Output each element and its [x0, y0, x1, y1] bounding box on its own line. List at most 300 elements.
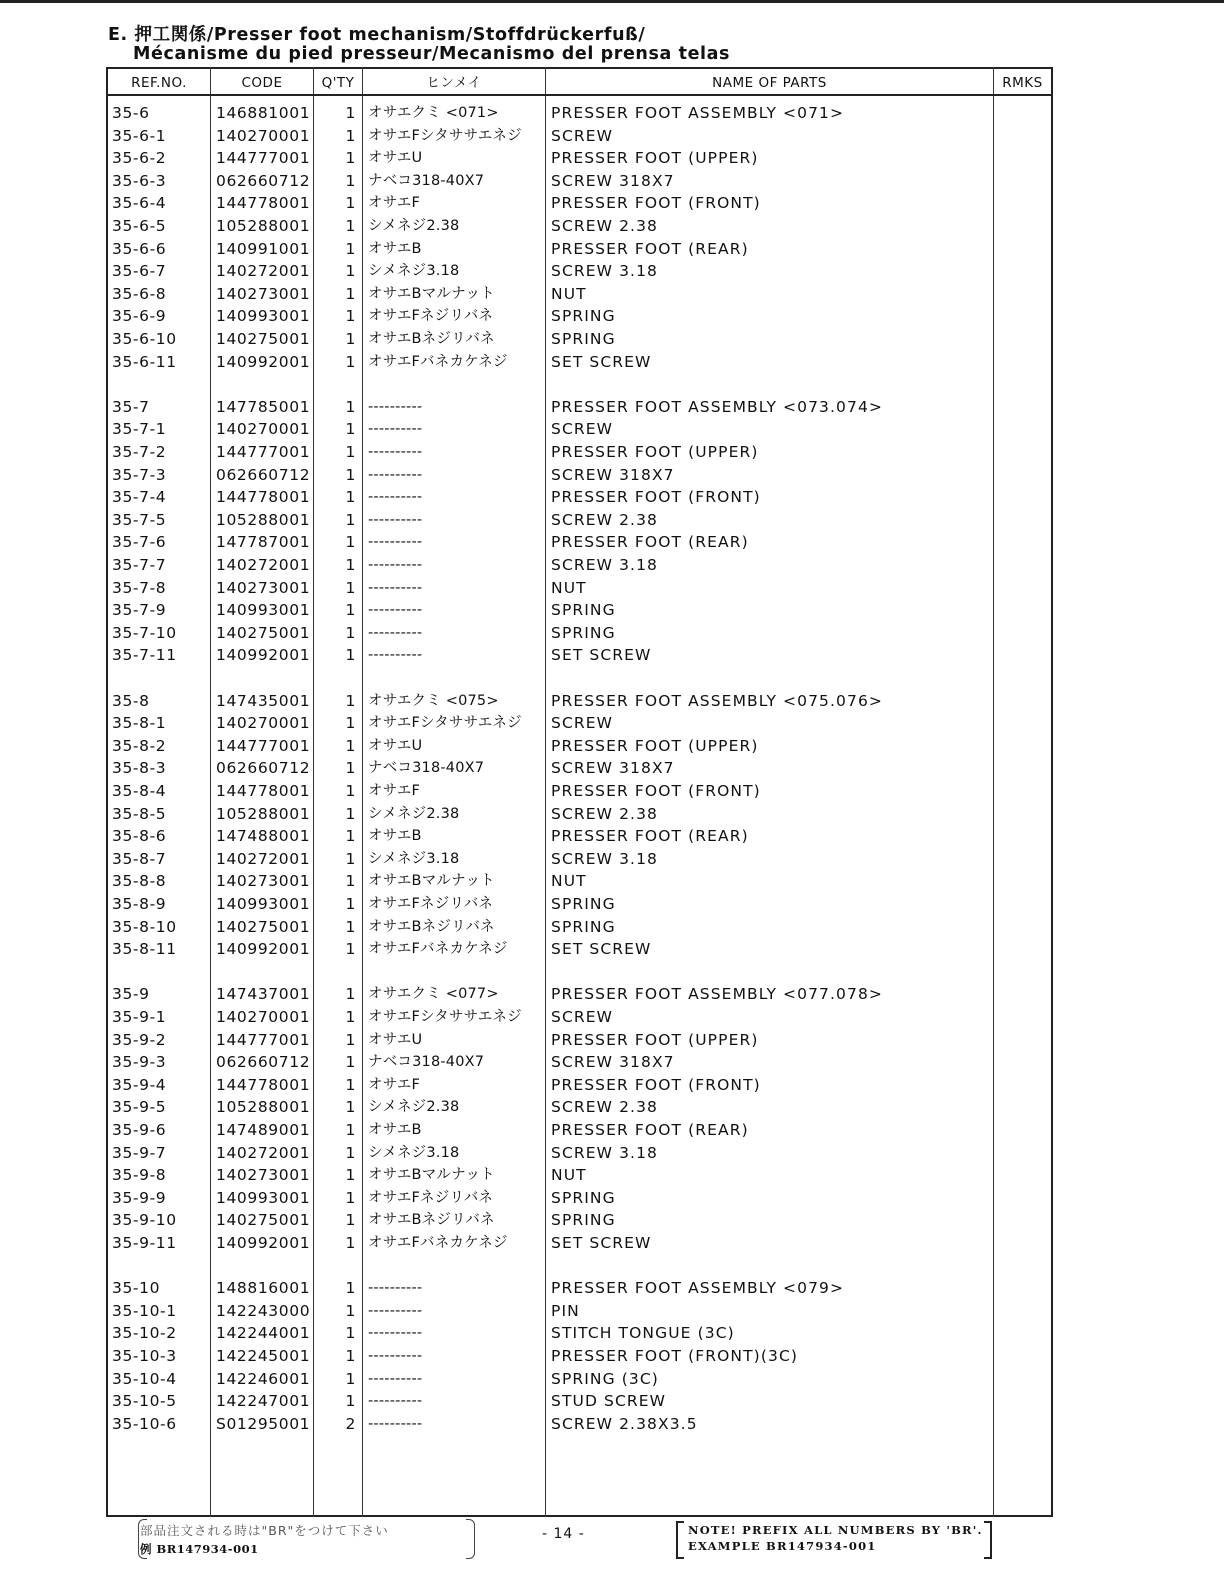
header-rule	[106, 94, 1053, 96]
table-row	[0, 554, 1224, 576]
qty-cell: 1	[345, 1121, 356, 1139]
code-cell: 105288001	[216, 217, 311, 235]
table-row	[0, 1277, 1224, 1299]
kana-cell: ----------	[368, 398, 423, 415]
qty-cell: 1	[345, 714, 356, 733]
kana-cell: ----------	[368, 489, 423, 506]
name-cell: SET SCREW	[551, 646, 652, 665]
qty-cell: 1	[345, 759, 356, 778]
table-row	[0, 170, 1224, 192]
name-cell: SCREW 3.18	[551, 556, 658, 574]
name-cell: PRESSER FOOT (UPPER)	[551, 1030, 759, 1049]
name-cell: PRESSER FOOT ASSEMBLY <075.076>	[551, 691, 884, 710]
qty-cell: 1	[345, 397, 356, 416]
table-row	[0, 803, 1224, 825]
ref-cell: 35-7-10	[112, 623, 177, 642]
footer-jp-example: 例 BR147934-001	[140, 1542, 259, 1556]
qty-cell: 1	[345, 1347, 356, 1365]
name-cell: SPRING	[551, 601, 616, 620]
kana-cell: ----------	[368, 1302, 423, 1319]
code-cell: 140270001	[216, 420, 311, 439]
ref-cell: 35-9-1	[112, 1008, 167, 1026]
table-row	[0, 1232, 1224, 1254]
ref-cell: 35-9-4	[112, 1075, 167, 1094]
code-cell: 062660712	[216, 171, 311, 190]
code-cell: 144777001	[216, 149, 311, 168]
table-row	[0, 486, 1224, 508]
code-cell: S01295001	[216, 1414, 311, 1433]
kana-cell: オサエU	[368, 150, 423, 167]
kana-cell: シメネジ2.38	[368, 1099, 460, 1116]
name-cell: PRESSER FOOT ASSEMBLY <071>	[551, 104, 845, 122]
name-cell: SET SCREW	[551, 352, 652, 371]
name-cell: SCREW	[551, 1008, 614, 1026]
code-cell: 140993001	[216, 601, 311, 620]
kana-cell: ----------	[368, 444, 423, 460]
code-cell: 140273001	[216, 1166, 311, 1185]
qty-cell: 1	[345, 623, 356, 642]
code-cell: 147489001	[216, 1121, 311, 1139]
code-cell: 140275001	[216, 1211, 311, 1230]
ref-cell: 35-6-3	[112, 171, 167, 190]
name-cell: SCREW 318X7	[551, 1053, 675, 1072]
qty-cell: 1	[345, 1369, 356, 1388]
ref-cell: 35-7-3	[112, 465, 167, 484]
name-cell: PRESSER FOOT ASSEMBLY <073.074>	[551, 397, 884, 416]
kana-cell: オサエクミ <071>	[368, 105, 499, 121]
kana-cell: オサエB	[368, 828, 422, 845]
table-row	[0, 735, 1224, 757]
ref-cell: 35-8-2	[112, 736, 167, 755]
qty-cell: 1	[345, 171, 356, 190]
code-cell: 062660712	[216, 759, 311, 778]
kana-cell: オサエFバネカケネジ	[368, 353, 508, 370]
ref-cell: 35-9-2	[112, 1030, 167, 1049]
name-cell: SPRING	[551, 895, 616, 913]
ref-cell: 35-7-8	[112, 578, 167, 597]
ref-cell: 35-10-6	[112, 1414, 177, 1433]
qty-cell: 1	[345, 352, 356, 371]
ref-cell: 35-9	[112, 985, 150, 1004]
table-row	[0, 1390, 1224, 1412]
name-cell: PRESSER FOOT (FRONT)	[551, 194, 761, 213]
table-row	[0, 328, 1224, 350]
ref-cell: 35-10-3	[112, 1347, 177, 1365]
table-row	[0, 1413, 1224, 1435]
footer-jp-note	[140, 1521, 389, 1557]
note-line-1: NOTE! PREFIX ALL NUMBERS BY 'BR'.	[688, 1523, 983, 1537]
qty-cell: 1	[345, 1030, 356, 1049]
table-row	[0, 102, 1224, 124]
name-cell: SET SCREW	[551, 1234, 652, 1252]
qty-cell: 1	[345, 465, 356, 484]
name-cell: SET SCREW	[551, 940, 652, 959]
ref-cell: 35-9-5	[112, 1098, 167, 1117]
code-cell: 144778001	[216, 782, 311, 800]
code-cell: 142243000	[216, 1301, 311, 1320]
ref-cell: 35-7-9	[112, 601, 167, 620]
qty-cell: 1	[345, 804, 356, 823]
qty-cell: 1	[345, 556, 356, 574]
page-number: - 14 -	[542, 1526, 585, 1542]
ref-cell: 35-9-8	[112, 1166, 167, 1185]
qty-cell: 1	[345, 736, 356, 755]
ref-cell: 35-7-11	[112, 646, 177, 665]
kana-cell: オサエクミ <075>	[368, 692, 499, 709]
qty-cell: 1	[345, 827, 356, 846]
top-rule	[0, 0, 1224, 3]
qty-cell: 1	[345, 126, 356, 145]
qty-cell: 1	[345, 578, 356, 597]
code-cell: 142245001	[216, 1347, 311, 1365]
kana-cell: ----------	[368, 1348, 423, 1364]
code-cell: 140270001	[216, 126, 311, 145]
table-row	[0, 441, 1224, 463]
table-row	[0, 260, 1224, 282]
qty-cell: 1	[345, 1301, 356, 1320]
header-qty: Q'TY	[321, 75, 355, 91]
table-row	[0, 690, 1224, 712]
qty-cell: 1	[345, 194, 356, 213]
kana-cell: ----------	[368, 1415, 423, 1432]
code-cell: 140275001	[216, 623, 311, 642]
kana-cell: ----------	[368, 421, 423, 438]
kana-cell: ----------	[368, 579, 423, 596]
name-cell: PRESSER FOOT (FRONT)	[551, 488, 761, 507]
kana-cell: ナベコ318-40X7	[368, 760, 485, 777]
table-row	[0, 192, 1224, 214]
kana-cell: ----------	[368, 647, 423, 664]
footer-jp-line: 部品注文される時は"BR"をつけて下さい	[140, 1523, 389, 1538]
note-line-2: EXAMPLE BR147934-001	[688, 1539, 877, 1553]
kana-cell: オサエFネジリバネ	[368, 308, 494, 325]
name-cell: SCREW 318X7	[551, 465, 675, 484]
table-row	[0, 780, 1224, 802]
code-cell: 140273001	[216, 578, 311, 597]
qty-cell: 1	[345, 1098, 356, 1117]
kana-cell: オサエF	[368, 1076, 421, 1093]
table-row	[0, 848, 1224, 870]
qty-cell: 1	[345, 1234, 356, 1252]
ref-cell: 35-8-8	[112, 872, 167, 891]
name-cell: SCREW 318X7	[551, 171, 675, 190]
kana-cell: ----------	[368, 466, 423, 483]
qty-cell: 1	[345, 510, 356, 529]
kana-cell: オサエB	[368, 1122, 422, 1138]
name-cell: SCREW 2.38	[551, 217, 658, 235]
kana-cell: オサエFネジリバネ	[368, 896, 494, 912]
name-cell: PRESSER FOOT (FRONT)	[551, 782, 761, 800]
table-row	[0, 1209, 1224, 1231]
ref-cell: 35-6-10	[112, 330, 177, 348]
name-cell: SCREW 2.38	[551, 510, 658, 529]
kana-cell: シメネジ2.38	[368, 805, 460, 822]
qty-cell: 1	[345, 307, 356, 326]
qty-cell: 1	[345, 1166, 356, 1185]
ref-cell: 35-7	[112, 397, 150, 416]
name-cell: NUT	[551, 1166, 587, 1185]
kana-cell: ----------	[368, 1325, 423, 1342]
kana-cell: ----------	[368, 511, 423, 528]
ref-cell: 35-8-4	[112, 782, 167, 800]
header-ref: REF.NO.	[131, 75, 187, 91]
ref-cell: 35-6-6	[112, 239, 167, 258]
kana-cell: オサエB	[368, 240, 422, 257]
ref-cell: 35-7-2	[112, 443, 167, 461]
code-cell: 146881001	[216, 104, 311, 122]
kana-cell: ----------	[368, 1280, 423, 1297]
qty-cell: 1	[345, 443, 356, 461]
table-row	[0, 1006, 1224, 1028]
table-row	[0, 238, 1224, 260]
ref-cell: 35-7-1	[112, 420, 167, 439]
ref-cell: 35-7-4	[112, 488, 167, 507]
ref-cell: 35-6-1	[112, 126, 167, 145]
name-cell: SPRING	[551, 307, 616, 326]
code-cell: 140275001	[216, 330, 311, 348]
code-cell: 140992001	[216, 646, 311, 665]
table-row	[0, 283, 1224, 305]
table-row	[0, 644, 1224, 666]
code-cell: 147435001	[216, 691, 311, 710]
name-cell: PRESSER FOOT ASSEMBLY <077.078>	[551, 985, 884, 1004]
ref-cell: 35-8-10	[112, 917, 177, 936]
ref-cell: 35-8-6	[112, 827, 167, 846]
kana-cell: オサエBネジリバネ	[368, 918, 495, 935]
table-row	[0, 147, 1224, 169]
qty-cell: 1	[345, 782, 356, 800]
ref-cell: 35-9-6	[112, 1121, 167, 1139]
ref-cell: 35-6-8	[112, 284, 167, 303]
kana-cell: ナベコ318-40X7	[368, 172, 485, 189]
code-cell: 140993001	[216, 307, 311, 326]
code-cell: 140272001	[216, 262, 311, 281]
code-cell: 062660712	[216, 1053, 311, 1072]
code-cell: 140991001	[216, 239, 311, 258]
code-cell: 140993001	[216, 895, 311, 913]
name-cell: PRESSER FOOT (UPPER)	[551, 443, 759, 461]
qty-cell: 1	[345, 849, 356, 868]
name-cell: SCREW	[551, 126, 614, 145]
kana-cell: ----------	[368, 624, 423, 641]
kana-cell: シメネジ3.18	[368, 263, 460, 280]
qty-cell: 1	[345, 262, 356, 281]
code-cell: 144777001	[216, 1030, 311, 1049]
kana-cell: シメネジ3.18	[368, 850, 460, 867]
ref-cell: 35-8-3	[112, 759, 167, 778]
table-row	[0, 712, 1224, 734]
qty-cell: 1	[345, 1143, 356, 1162]
table-row	[0, 983, 1224, 1005]
qty-cell: 1	[345, 149, 356, 168]
qty-cell: 1	[345, 239, 356, 258]
table-row	[0, 893, 1224, 915]
qty-cell: 1	[345, 601, 356, 620]
kana-cell: オサエF	[368, 195, 421, 212]
name-cell: SCREW	[551, 420, 614, 439]
qty-cell: 1	[345, 420, 356, 439]
kana-cell: オサエFネジリバネ	[368, 1189, 494, 1206]
qty-cell: 1	[345, 1279, 356, 1298]
kana-cell: オサエBマルナット	[368, 285, 495, 302]
table-row	[0, 1322, 1224, 1344]
name-cell: PRESSER FOOT (REAR)	[551, 239, 749, 258]
kana-cell: ----------	[368, 1393, 423, 1410]
table-row	[0, 418, 1224, 440]
qty-cell: 1	[345, 940, 356, 959]
code-cell: 140273001	[216, 872, 311, 891]
table-row	[0, 916, 1224, 938]
name-cell: SPRING (3C)	[551, 1369, 659, 1388]
name-cell: PIN	[551, 1301, 580, 1320]
name-cell: SCREW	[551, 714, 614, 733]
code-cell: 105288001	[216, 804, 311, 823]
code-cell: 140272001	[216, 849, 311, 868]
name-cell: PRESSER FOOT (UPPER)	[551, 149, 759, 168]
table-row	[0, 870, 1224, 892]
table-row	[0, 1096, 1224, 1118]
name-cell: NUT	[551, 872, 587, 891]
qty-cell: 1	[345, 330, 356, 348]
name-cell: SCREW 2.38	[551, 804, 658, 823]
ref-cell: 35-6-7	[112, 262, 167, 281]
qty-cell: 1	[345, 985, 356, 1004]
ref-cell: 35-9-3	[112, 1053, 167, 1072]
table-row	[0, 509, 1224, 531]
code-cell: 144778001	[216, 488, 311, 507]
name-cell: SCREW 2.38	[551, 1098, 658, 1117]
code-cell: 105288001	[216, 1098, 311, 1117]
qty-cell: 1	[345, 872, 356, 891]
qty-cell: 1	[345, 1188, 356, 1207]
table-row	[0, 351, 1224, 373]
ref-cell: 35-6	[112, 104, 150, 122]
table-row	[0, 757, 1224, 779]
table-row	[0, 1051, 1224, 1073]
kana-cell: オサエFシタササエネジ	[368, 715, 522, 732]
kana-cell: シメネジ3.18	[368, 1144, 460, 1161]
kana-cell: オサエFバネカケネジ	[368, 1235, 508, 1251]
code-cell: 147437001	[216, 985, 311, 1004]
kana-cell: オサエF	[368, 783, 421, 799]
kana-cell: オサエクミ <077>	[368, 986, 499, 1003]
name-cell: PRESSER FOOT (UPPER)	[551, 736, 759, 755]
code-cell: 140992001	[216, 352, 311, 371]
name-cell: PRESSER FOOT (REAR)	[551, 1121, 749, 1139]
kana-cell: オサエU	[368, 737, 423, 754]
ref-cell: 35-10	[112, 1279, 161, 1298]
ref-cell: 35-7-5	[112, 510, 167, 529]
qty-cell: 1	[345, 217, 356, 235]
table-row	[0, 622, 1224, 644]
kana-cell: オサエBネジリバネ	[368, 1212, 495, 1229]
code-cell: 140275001	[216, 917, 311, 936]
ref-cell: 35-9-10	[112, 1211, 177, 1230]
qty-cell: 1	[345, 917, 356, 936]
qty-cell: 1	[345, 104, 356, 122]
name-cell: SPRING	[551, 1211, 616, 1230]
ref-cell: 35-6-5	[112, 217, 167, 235]
kana-cell: オサエBネジリバネ	[368, 331, 495, 347]
ref-cell: 35-10-4	[112, 1369, 177, 1388]
header-rmks: RMKS	[1002, 75, 1043, 91]
kana-cell: オサエBマルナット	[368, 873, 495, 890]
kana-cell: ----------	[368, 1370, 423, 1387]
ref-cell: 35-6-2	[112, 149, 167, 168]
table-row	[0, 464, 1224, 486]
kana-cell: オサエBマルナット	[368, 1167, 495, 1184]
code-cell: 142246001	[216, 1369, 311, 1388]
code-cell: 142247001	[216, 1392, 311, 1411]
ref-cell: 35-9-7	[112, 1143, 167, 1162]
section-title: E. 押工関係/Presser foot mechanism/Stoffdrückerfuß/	[108, 25, 646, 45]
table-row	[0, 938, 1224, 960]
name-cell: SCREW 318X7	[551, 759, 675, 778]
header-kana: ヒンメイ	[426, 75, 482, 91]
code-cell: 062660712	[216, 465, 311, 484]
table-row	[0, 396, 1224, 418]
qty-cell: 1	[345, 533, 356, 552]
name-cell: PRESSER FOOT (FRONT)	[551, 1075, 761, 1094]
code-cell: 140273001	[216, 284, 311, 303]
code-cell: 147488001	[216, 827, 311, 846]
kana-cell: ----------	[368, 557, 423, 573]
code-cell: 140272001	[216, 556, 311, 574]
name-cell: STITCH TONGUE (3C)	[551, 1324, 735, 1343]
kana-cell: シメネジ2.38	[368, 218, 460, 234]
code-cell: 144777001	[216, 443, 311, 461]
code-cell: 140992001	[216, 940, 311, 959]
qty-cell: 1	[345, 1008, 356, 1026]
kana-cell: オサエFバネカケネジ	[368, 941, 508, 958]
name-cell: SCREW 3.18	[551, 1143, 658, 1162]
code-cell: 105288001	[216, 510, 311, 529]
name-cell: NUT	[551, 578, 587, 597]
qty-cell: 1	[345, 1211, 356, 1230]
kana-cell: オサエFシタササエネジ	[368, 1009, 522, 1025]
table-row	[0, 531, 1224, 553]
table-row	[0, 1187, 1224, 1209]
ref-cell: 35-7-6	[112, 533, 167, 552]
code-cell: 140272001	[216, 1143, 311, 1162]
ref-cell: 35-7-7	[112, 556, 167, 574]
header-name: NAME OF PARTS	[712, 75, 827, 91]
qty-cell: 1	[345, 646, 356, 665]
name-cell: SCREW 2.38X3.5	[551, 1414, 698, 1433]
table-row	[0, 1074, 1224, 1096]
ref-cell: 35-8	[112, 691, 150, 710]
ref-cell: 35-8-5	[112, 804, 167, 823]
ref-cell: 35-8-7	[112, 849, 167, 868]
code-cell: 148816001	[216, 1279, 311, 1298]
code-cell: 140992001	[216, 1234, 311, 1252]
section-subtitle: Mécanisme du pied presseur/Mecanismo del prensa telas	[133, 44, 731, 64]
code-cell: 147785001	[216, 397, 311, 416]
ref-cell: 35-9-11	[112, 1234, 177, 1252]
table-row	[0, 599, 1224, 621]
ref-cell: 35-8-11	[112, 940, 177, 959]
code-cell: 144778001	[216, 194, 311, 213]
ref-cell: 35-8-9	[112, 895, 167, 913]
name-cell: SPRING	[551, 623, 616, 642]
name-cell: SCREW 3.18	[551, 262, 658, 281]
code-cell: 147787001	[216, 533, 311, 552]
ref-cell: 35-10-1	[112, 1301, 177, 1320]
name-cell: PRESSER FOOT (FRONT)(3C)	[551, 1347, 799, 1365]
note-bracket	[676, 1521, 684, 1559]
kana-cell: ナベコ318-40X7	[368, 1054, 485, 1071]
qty-cell: 1	[345, 488, 356, 507]
